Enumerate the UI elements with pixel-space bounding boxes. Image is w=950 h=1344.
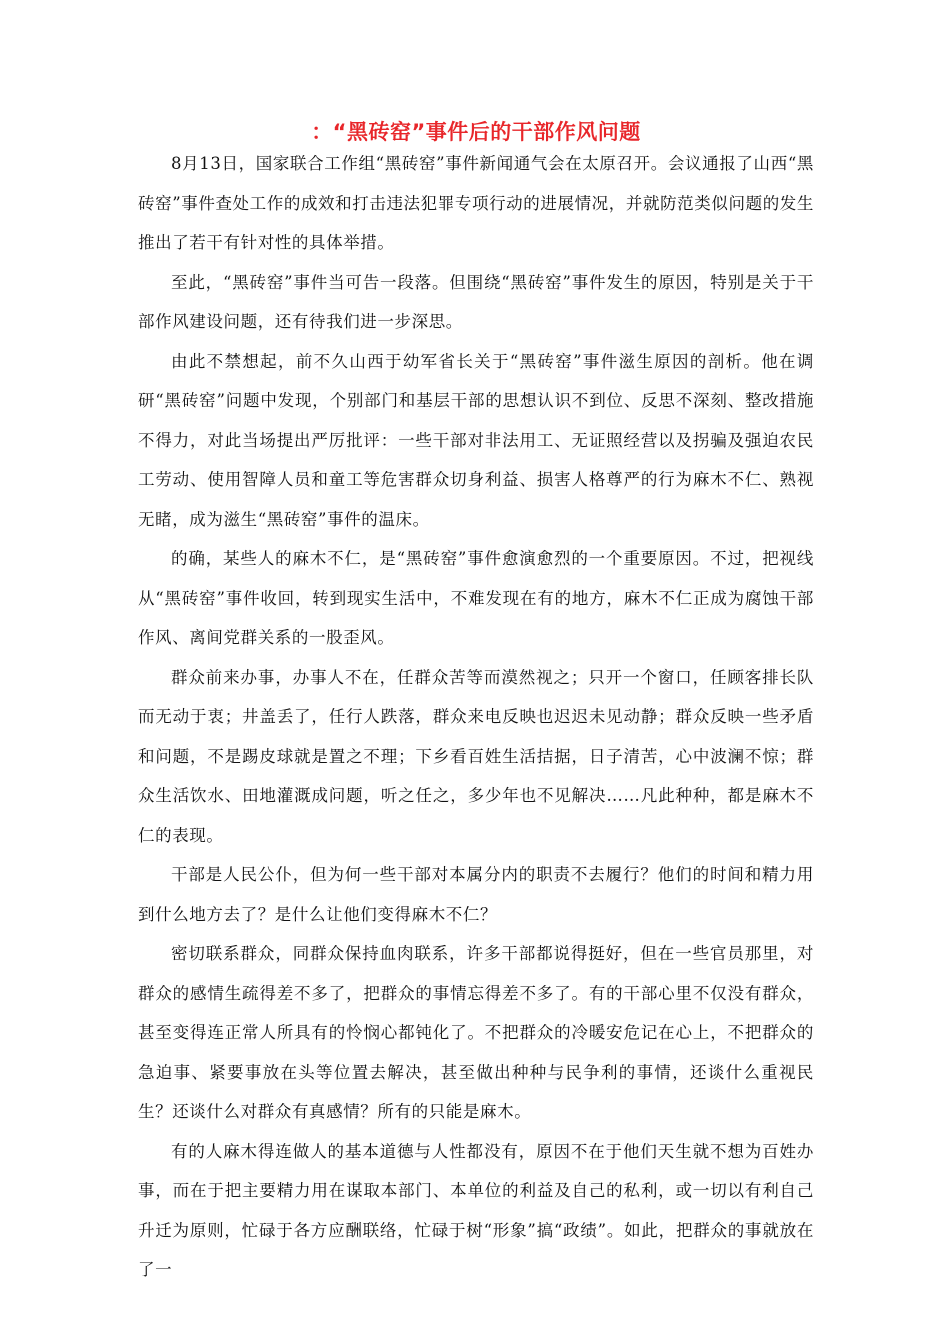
paragraph: 群众前来办事，办事人不在，任群众苦等而漠然视之；只开一个窗口，任顾客排长队而无动于衷；井盖丢了，任行人跌落，群众来电反映也迟迟未见动静；群众反映一些矛盾和问题，不是踢皮球就是置之不理；下乡看百姓生活拮据，日子清苦，心中波澜不惊；群众生活饮水、田地灌溉成问题，听之任之，多少年也不见解决……凡此种种，都是麻木不仁的表现。 bbox=[138, 667, 814, 845]
paragraph: 的确，某些人的麻木不仁，是“黑砖窑”事件愈演愈烈的一个重要原因。不过，把视线从“黑砖窑”事件收回，转到现实生活中，不难发现在有的地方，麻木不仁正成为腐蚀干部作风、离间党群关系的一股歪风。 bbox=[138, 549, 814, 647]
paragraph: 由此不禁想起，前不久山西于幼军省长关于“黑砖窑”事件滋生原因的剖析。他在调研“黑砖窑”问题中发现，个别部门和基层干部的思想认识不到位、反思不深刻、整改措施不得力，对此当场提出严厉批评：一些干部对非法用工、无证照经营以及拐骗及强迫农民工劳动、使用智障人员和童工等危害群众切身利益、损害人格尊严的行为麻木不仁、熟视无睹，成为滋生“黑砖窑”事件的温床。 bbox=[138, 351, 814, 529]
document-title: ：“黑砖窑”事件后的干部作风问题 bbox=[311, 120, 641, 144]
document-page bbox=[138, 116, 814, 1290]
paragraph: 有的人麻木得连做人的基本道德与人性都没有，原因不在于他们天生就不想为百姓办事，而在于把主要精力用在谋取本部门、本单位的利益及自己的私利，或一切以有利自己升迁为原则，忙碌于各方应酬联络，忙碌于树“形象”搞“政绩”。如此，把群众的事就放在了一 bbox=[138, 1141, 814, 1279]
paragraph: 密切联系群众，同群众保持血肉联系，许多干部都说得挺好，但在一些官员那里，对群众的感情生疏得差不多了，把群众的事情忘得差不多了。有的干部心里不仅没有群众，甚至变得连正常人所具有的怜悯心都钝化了。不把群众的冷暖安危记在心上，不把群众的急迫事、紧要事放在头等位置去解决，甚至做出种种与民争利的事情，还谈什么重视民生？还谈什么对群众有真感情？所有的只能是麻木。 bbox=[138, 944, 814, 1121]
paragraph: 至此，“黑砖窑”事件当可告一段落。但围绕“黑砖窑”事件发生的原因，特别是关于干部作风建设问题，还有待我们进一步深思。 bbox=[138, 272, 814, 331]
paragraph: 干部是人民公仆，但为何一些干部对本属分内的职责不去履行？他们的时间和精力用到什么地方去了？是什么让他们变得麻木不仁？ bbox=[138, 865, 814, 924]
paragraph: 8月13日，国家联合工作组“黑砖窑”事件新闻通气会在太原召开。会议通报了山西“黑砖窑”事件查处工作的成效和打击违法犯罪专项行动的进展情况，并就防范类似问题的发生推出了若干有针对性的具体举措。 bbox=[138, 154, 814, 252]
